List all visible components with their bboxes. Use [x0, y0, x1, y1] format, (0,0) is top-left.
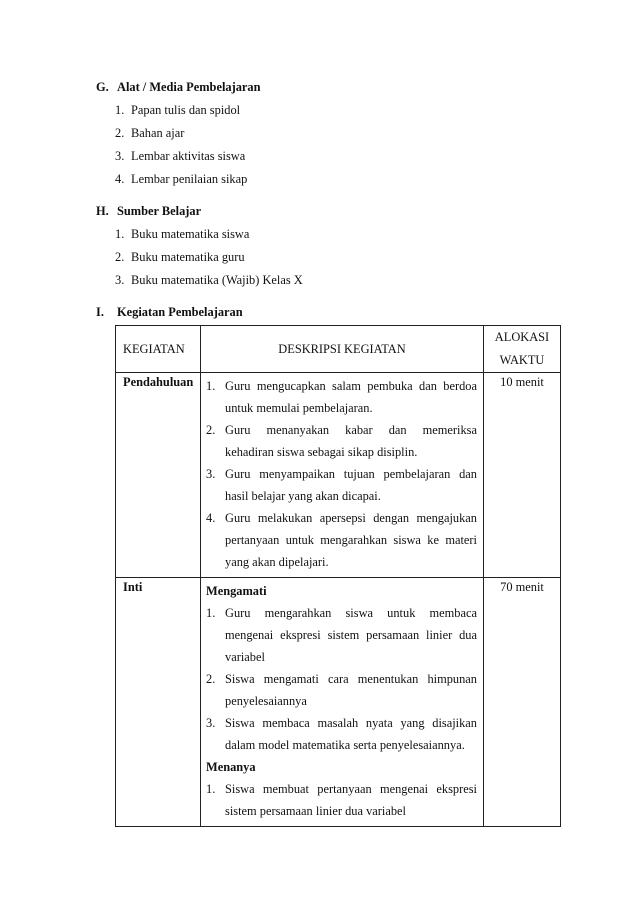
subsection-title: Mengamati: [206, 584, 267, 598]
header-alokasi-line1: ALOKASI: [494, 330, 550, 344]
section-h-heading: [96, 204, 201, 219]
waktu-cell: 70 menit: [484, 578, 561, 827]
section-i-title: Kegiatan Pembelajaran: [117, 305, 243, 319]
list-item: [206, 668, 477, 712]
item-text: Lembar penilaian sikap: [131, 172, 248, 186]
list-item: [206, 419, 477, 463]
deskripsi-cell: [201, 373, 484, 578]
item-number: 1.: [115, 103, 125, 117]
list-item: [206, 375, 477, 419]
list-item: [115, 227, 249, 242]
header-alokasi-line2: WAKTU: [499, 353, 545, 367]
waktu-cell: 10 menit: [484, 373, 561, 578]
item-text: Siswa membaca masalah nyata yang disajikan dalam model matematika serta penyelesaiannya.: [225, 716, 477, 752]
item-number: 2.: [115, 250, 125, 264]
list-item: [206, 778, 477, 822]
item-number: 1.: [115, 227, 125, 241]
item-number: 2.: [115, 126, 125, 140]
item-number: 3.: [115, 273, 125, 287]
item-text: Lembar aktivitas siswa: [131, 149, 246, 163]
list-item: [206, 712, 477, 756]
kegiatan-cell: Pendahuluan: [116, 373, 201, 578]
header-kegiatan: KEGIATAN: [116, 326, 201, 373]
list-item: [206, 463, 477, 507]
item-text: Guru melakukan apersepsi dengan mengajukan pertanyaan untuk mengarahkan siswa ke materi yang akan dipelajari.: [225, 511, 477, 569]
item-text: Siswa membuat pertanyaan mengenai ekspresi sistem persamaan linier dua variabel: [225, 782, 477, 818]
item-number: 2.: [206, 672, 216, 686]
item-number: 4.: [206, 511, 216, 525]
activities-table: [115, 325, 561, 827]
section-i-heading: [96, 305, 243, 320]
item-text: Bahan ajar: [131, 126, 185, 140]
item-number: 3.: [115, 149, 125, 163]
section-h-letter: H.: [96, 204, 109, 218]
header-alokasi: [484, 326, 561, 373]
item-number: 1.: [206, 782, 216, 796]
item-text: Buku matematika (Wajib) Kelas X: [131, 273, 303, 287]
item-number: 4.: [115, 172, 125, 186]
deskripsi-cell: [201, 578, 484, 827]
list-item: [115, 126, 184, 141]
item-text: Guru mengucapkan salam pembuka dan berdoa untuk memulai pembelajaran.: [225, 379, 477, 415]
item-text: Guru menanyakan kabar dan memeriksa kehadiran siswa sebagai sikap disiplin.: [225, 423, 477, 459]
list-item: [206, 602, 477, 668]
item-number: 1.: [206, 606, 216, 620]
section-h-title: Sumber Belajar: [117, 204, 202, 218]
item-number: 3.: [206, 467, 216, 481]
item-number: 2.: [206, 423, 216, 437]
table-row: [116, 578, 561, 827]
section-i-letter: I.: [96, 305, 104, 319]
item-text: Papan tulis dan spidol: [131, 103, 241, 117]
section-g-heading: [96, 80, 261, 95]
list-item: [115, 250, 245, 265]
item-text: Guru menyampaikan tujuan pembelajaran dan hasil belajar yang akan dicapai.: [225, 467, 477, 503]
list-item: [115, 149, 245, 164]
list-item: [115, 103, 240, 118]
section-g-title: Alat / Media Pembelajaran: [117, 80, 261, 94]
item-number: 3.: [206, 716, 216, 730]
list-item: [206, 507, 477, 573]
item-number: 1.: [206, 379, 216, 393]
table-row: [116, 373, 561, 578]
section-g-letter: G.: [96, 80, 109, 94]
table-header-row: [116, 326, 561, 373]
kegiatan-cell: Inti: [116, 578, 201, 827]
subsection-title: Menanya: [206, 760, 256, 774]
item-text: Buku matematika guru: [131, 250, 245, 264]
item-text: Siswa mengamati cara menentukan himpunan penyelesaiannya: [225, 672, 477, 708]
list-item: [115, 172, 247, 187]
item-text: Buku matematika siswa: [131, 227, 250, 241]
list-item: [115, 273, 303, 288]
item-text: Guru mengarahkan siswa untuk membaca mengenai ekspresi sistem persamaan linier dua variabel: [225, 606, 477, 664]
header-deskripsi: DESKRIPSI KEGIATAN: [201, 326, 484, 373]
